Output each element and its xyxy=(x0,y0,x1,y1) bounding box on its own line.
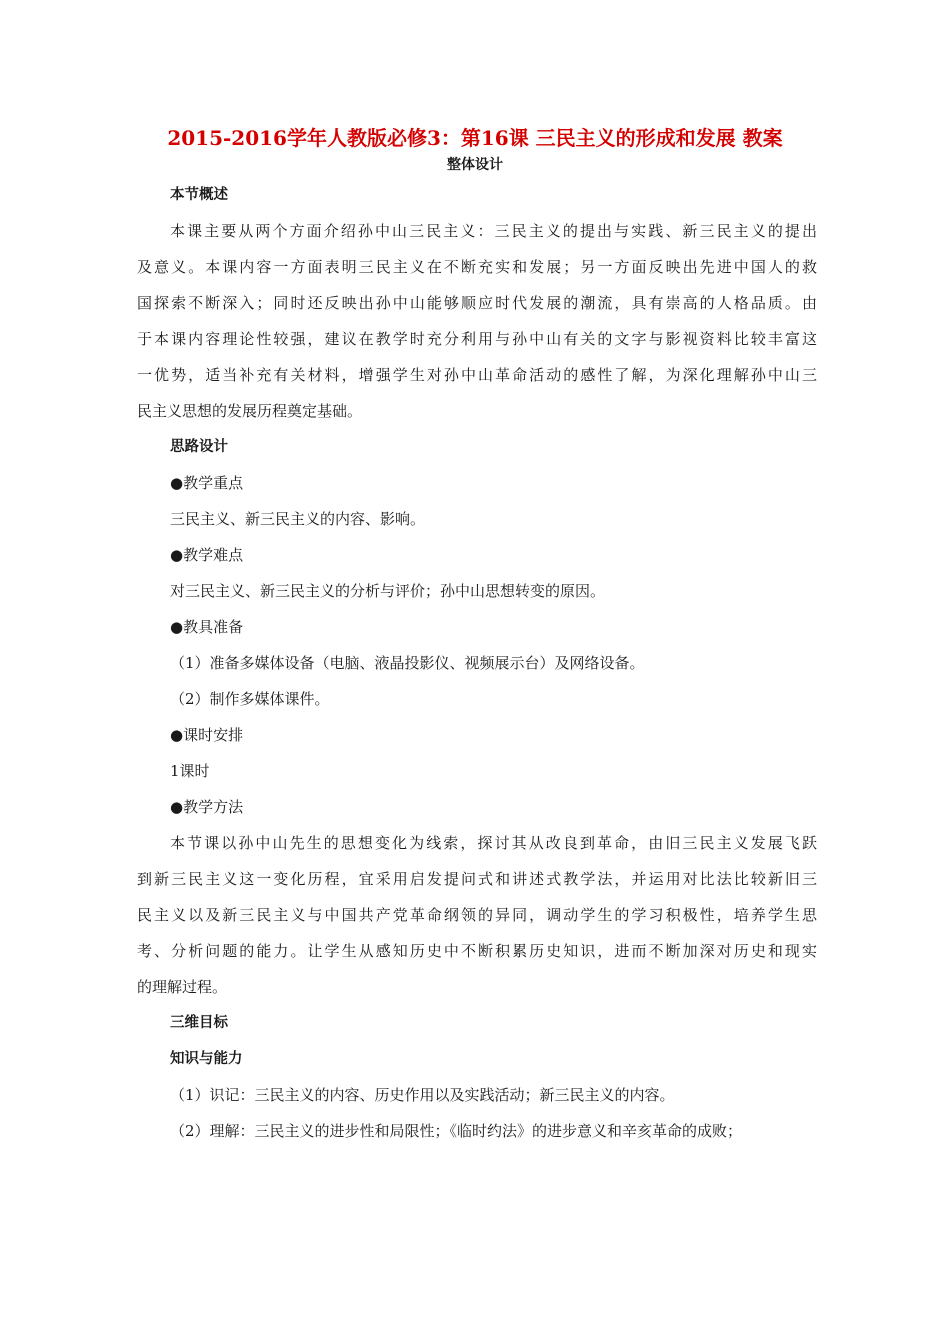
paragraph-line: 的理解过程。 xyxy=(137,978,228,996)
knowledge-item: （1）识记：三民主义的内容、历史作用以及实践活动；新三民主义的内容。 xyxy=(170,1086,675,1104)
key-points-text: 三民主义、新三民主义的内容、影响。 xyxy=(170,510,426,528)
document-title: 2015-2016学年人教版必修3：第16课 三民主义的形成和发展 教案 xyxy=(167,126,783,150)
bullet-heading-methods: ● 教学方法 xyxy=(137,789,817,825)
paragraph-line: 民主义思想的发展历程奠定基础。 xyxy=(137,402,363,420)
paragraph-line: 民主义以及新三民主义与中国共产党革命纲领的异同，调动学生的学习积极性，培养学生思 xyxy=(137,906,817,924)
bullet-heading-key-points: ● 教学重点 xyxy=(137,465,817,501)
bullet-heading-equipment: ● 教具准备 xyxy=(137,609,817,645)
difficulties-text: 对三民主义、新三民主义的分析与评价；孙中山思想转变的原因。 xyxy=(170,582,606,600)
paragraph-line: 本课主要从两个方面介绍孙中山三民主义：三民主义的提出与实践、新三民主义的提出 xyxy=(170,222,817,240)
section-heading-design: 思路设计 xyxy=(170,438,228,455)
paragraph-line: 到新三民主义这一变化历程，宜采用启发提问式和讲述式教学法，并运用对比法比较新旧三 xyxy=(137,870,817,888)
paragraph-line: 国探索不断深入；同时还反映出孙中山能够顺应时代发展的潮流，具有崇高的人格品质。由 xyxy=(137,294,817,312)
equipment-item: （1）准备多媒体设备（电脑、液晶投影仪、视频展示台）及网络设备。 xyxy=(170,654,645,672)
paragraph-line: 及意义。本课内容一方面表明三民主义在不断充实和发展；另一方面反映出先进中国人的救 xyxy=(137,258,817,276)
paragraph-line: 一优势，适当补充有关材料，增强学生对孙中山革命活动的感性了解，为深化理解孙中山三 xyxy=(137,366,817,384)
paragraph-line: 本节课以孙中山先生的思想变化为线索，探讨其从改良到革命，由旧三民主义发展飞跃 xyxy=(170,834,817,852)
knowledge-item: （2）理解：三民主义的进步性和局限性；《临时约法》的进步意义和辛亥革命的成败； xyxy=(170,1122,743,1140)
equipment-item: （2）制作多媒体课件。 xyxy=(170,690,330,708)
schedule-text: 1课时 xyxy=(170,762,210,780)
paragraph-line: 于本课内容理论性较强，建议在教学时充分利用与孙中山有关的文字与影视资料比较丰富这 xyxy=(137,330,817,348)
section-heading-goals: 三维目标 xyxy=(170,1014,228,1031)
section-heading-knowledge: 知识与能力 xyxy=(170,1050,243,1067)
document-body xyxy=(137,177,817,1149)
section-heading-overview: 本节概述 xyxy=(170,186,228,203)
bullet-heading-difficulties: ● 教学难点 xyxy=(137,537,817,573)
paragraph-line: 考、分析问题的能力。让学生从感知历史中不断积累历史知识，进而不断加深对历史和现实 xyxy=(137,942,817,960)
document-subtitle: 整体设计 xyxy=(447,157,503,173)
bullet-heading-schedule: ● 课时安排 xyxy=(137,717,817,753)
